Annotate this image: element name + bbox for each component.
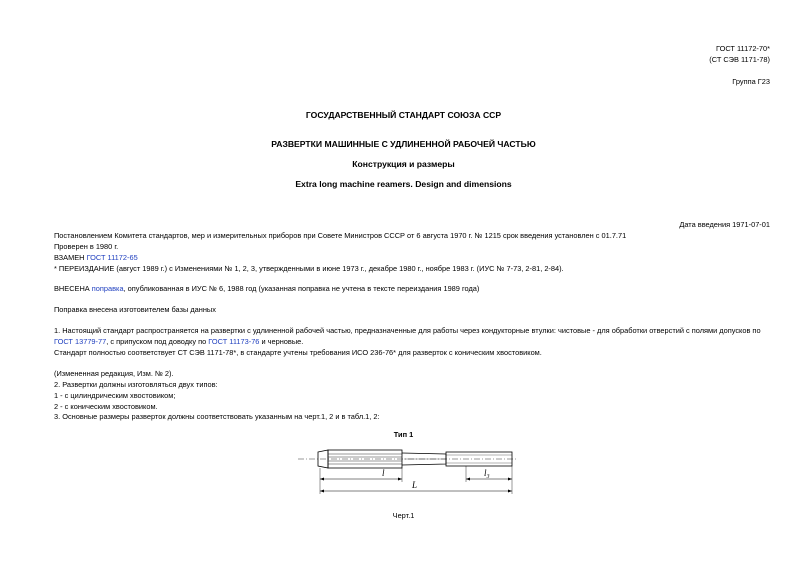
reissue-text: * ПЕРЕИЗДАНИЕ (август 1989 г.) с Изменениями № 1, 2, 3, утвержденными в июне 1973 г., декабре 1980 г., ноябре 1983 г. (ИУС № 7-73, 2-81, 2-84). — [54, 264, 564, 273]
document-subtitle: Конструкция и размеры — [352, 159, 455, 169]
group-code: Группа Г23 — [732, 77, 770, 86]
amendment-prefix: ВНЕСЕНА — [54, 284, 92, 293]
gost-number: ГОСТ 11172-70* — [715, 44, 770, 53]
replaced-prefix: ВЗАМЕН — [54, 253, 87, 262]
dimension-l-label: l — [382, 468, 385, 478]
decree-text: Постановлением Комитета стандартов, мер и измерительных приборов при Совете Министров СССР от 6 августа 1970 г. № 1215 срок введения установлен с 01.7.71 — [54, 231, 627, 240]
state-standard-heading: ГОСУДАРСТВЕННЫЙ СТАНДАРТ СОЮЗА ССР — [305, 110, 502, 120]
dimension-l3-label: l₃ — [484, 468, 490, 478]
compliance-text: Стандарт полностью соответствует СТ СЭВ 1171-78*, в стандарте учтены требования ИСО 236-76* для разверток с коническим хвостовиком. — [54, 348, 542, 357]
type-2-item: 2 - с коническим хвостовиком. — [54, 402, 158, 411]
st-sev-number: (СТ СЭВ 1171-78) — [709, 55, 770, 64]
reamer-drawing — [296, 442, 536, 502]
paragraph-3: 3. Основные размеры разверток должны соответствовать указанным на черт.1, 2 и в табл.1, 2: — [54, 412, 380, 421]
english-title: Extra long machine reamers. Design and dimensions — [295, 179, 512, 189]
checked-text: Проверен в 1980 г. — [54, 242, 119, 251]
edition-note: (Измененная редакция, Изм. № 2). — [54, 369, 174, 378]
replaced-line — [54, 252, 770, 263]
correction-note: Поправка внесена изготовителем базы данных — [54, 305, 216, 314]
p1-text-b: , с припуском под доводку по — [106, 337, 209, 346]
amendment-line — [54, 283, 770, 294]
p1-text-a: 1. Настоящий стандарт распространяется на развертки с удлиненной рабочей частью, предназначенные для работы через кондукторные втулки: чистовые - для обработки отверстий с полями допусков по — [54, 326, 761, 335]
p1-text-c: и черновые. — [259, 337, 304, 346]
figure-caption: Черт.1 — [392, 511, 415, 520]
gost-11173-link[interactable]: ГОСТ 11173-76 — [208, 337, 260, 346]
dimension-L-label: L — [412, 480, 418, 490]
paragraph-1 — [54, 325, 770, 347]
document-title: РАЗВЕРТКИ МАШИННЫЕ С УДЛИНЕННОЙ РАБОЧЕЙ ЧАСТЬЮ — [271, 139, 536, 149]
paragraph-2: 2. Развертки должны изготовляться двух типов: — [54, 380, 218, 389]
replaced-gost-link[interactable]: ГОСТ 11172-65 — [86, 253, 138, 262]
amendment-rest: , опубликованная в ИУС № 6, 1988 год (указанная поправка не учтена в тексте переиздания 1989 года) — [123, 284, 480, 293]
figure-type-label: Тип 1 — [393, 430, 414, 439]
type-1-item: 1 - с цилиндрическим хвостовиком; — [54, 391, 176, 400]
intro-date: Дата введения 1971-07-01 — [679, 220, 770, 229]
gost-13779-link[interactable]: ГОСТ 13779-77 — [54, 337, 107, 346]
amendment-link[interactable]: поправка — [91, 284, 124, 293]
